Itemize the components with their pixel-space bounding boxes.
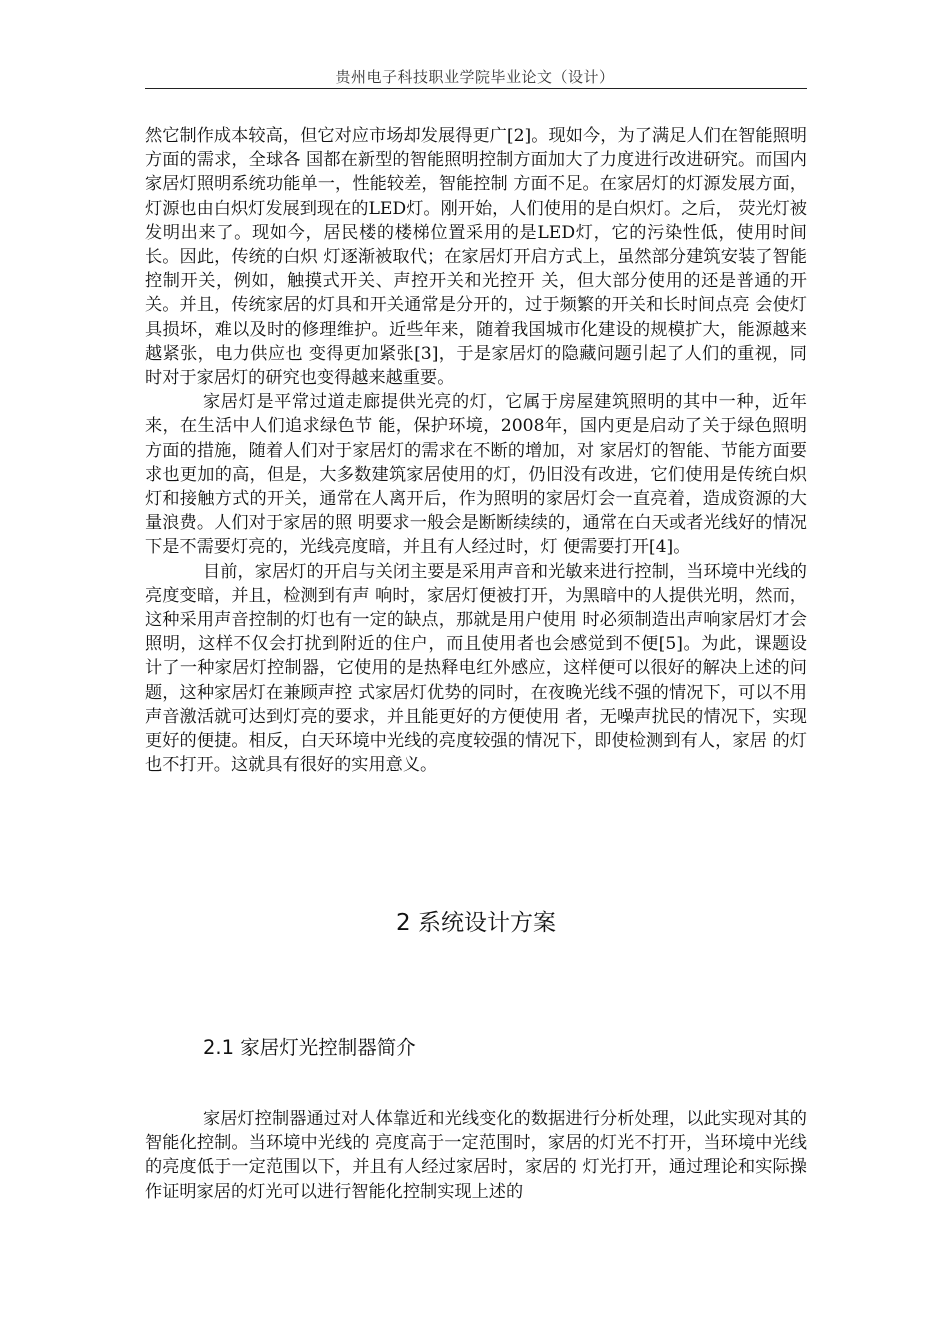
running-header: 贵州电子科技职业学院毕业论文（设计）: [335, 68, 615, 86]
paragraph: 家居灯控制器通过对人体靠近和光线变化的数据进行分析处理，以此实现对其的智能化控制。当环境中光线的 亮度高于一定范围时，家居的灯光不打开，当环境中光线的亮度低于一定范围以下，并且有人经过家居时，家居的 灯光打开，通过理论和实际操作证明家居的灯光可以进行智能化控制实现上述的: [145, 1109, 807, 1202]
body-text: [145, 124, 807, 777]
paragraph: 目前，家居灯的开启与关闭主要是采用声音和光敏来进行控制，当环境中光线的亮度变暗，并且，检测到有声 响时，家居灯便被打开，为黑暗中的人提供光明，然而，这种采用声音控制的灯也有一定的缺点，那就是用户使用 时必须制造出声响家居灯才会照明，这样不仅会打扰到附近的住户，而且使用者也会感觉到不便[5]。为此，课题设 计了一种家居灯控制器，它使用的是热释电红外感应，这样便可以很好的解决上述的问题，这种家居灯在兼顾声控 式家居灯优势的同时，在夜晚光线不强的情况下，可以不用声音激活就可达到灯亮的要求，并且能更好的方便使用 者，无噪声扰民的情况下，实现更好的便捷。相反，白天环境中光线的亮度较强的情况下，即使检测到有人，家居 的灯也不打开。这就具有很好的实用意义。: [145, 561, 807, 776]
section-heading: 2 系统设计方案: [396, 910, 556, 936]
paragraph: 家居灯是平常过道走廊提供光亮的灯，它属于房屋建筑照明的其中一种，近年来，在生活中人们追求绿色节 能，保护环境，2008年，国内更是启动了关于绿色照明方面的措施，随着人们对于家居灯的需求在不断的增加，对 家居灯的智能、节能方面要求也更加的高，但是，大多数建筑家居使用的灯，仍旧没有改进，它们使用是传统白炽 灯和接触方式的开关，通常在人离开后，作为照明的家居灯会一直亮着，造成资源的大量浪费。人们对于家居的照 明要求一般会是断断续续的，通常在白天或者光线好的情况下是不需要灯亮的，光线亮度暗，并且有人经过时，灯 便需要打开[4]。: [145, 392, 807, 558]
subsection-heading: 2.1 家居灯光控制器简介: [203, 1036, 416, 1059]
paragraph: 然它制作成本较高，但它对应市场却发展得更广[2]。现如今，为了满足人们在智能照明方面的需求，全球各 国都在新型的智能照明控制方面加大了力度进行改进研究。而国内家居灯照明系统功能单一，性能较差，智能控制 方面不足。在家居灯的灯源发展方面，灯源也由白炽灯发展到现在的LED灯。刚开始，人们使用的是白炽灯。之后， 荧光灯被发明出来了。现如今，居民楼的楼梯位置采用的是LED灯，它的污染性低，使用时间长。因此，传统的白炽 灯逐渐被取代；在家居灯开启方式上，虽然部分建筑安装了智能控制开关，例如，触摸式开关、声控开关和光控开 关，但大部分使用的还是普通的开关。并且，传统家居的灯具和开关通常是分开的，过于频繁的开关和长时间点亮 会使灯具损坏，难以及时的修理维护。近些年来，随着我国城市化建设的规模扩大，能源越来越紧张，电力供应也 变得更加紧张[3]，于是家居灯的隐藏问题引起了人们的重视，同时对于家居灯的研究也变得越来越重要。: [145, 126, 807, 389]
header-rule: [145, 88, 807, 89]
section-body-text: [145, 1107, 807, 1204]
